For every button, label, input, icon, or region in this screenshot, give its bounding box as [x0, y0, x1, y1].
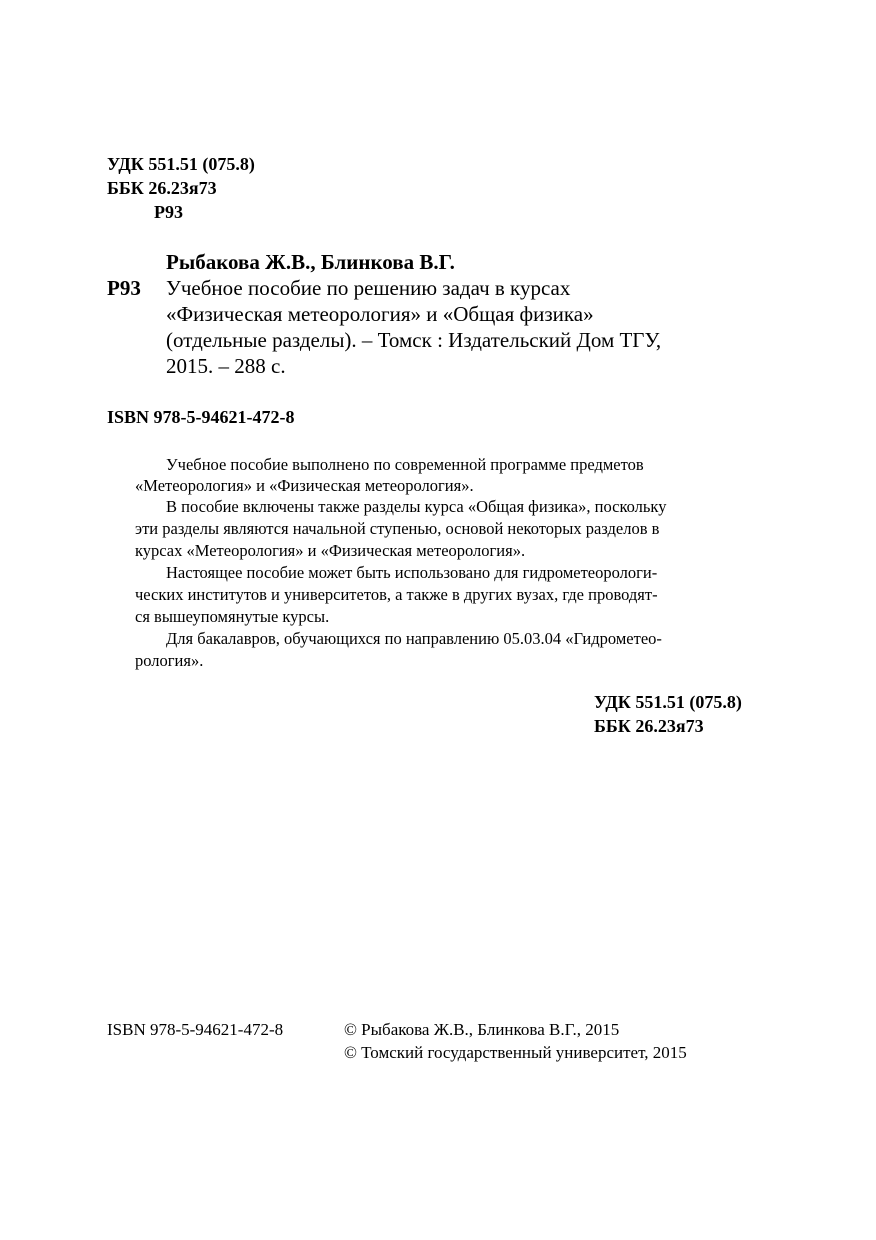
- annotation-line: Настоящее пособие может быть использовано для гидрометеорологи-: [166, 563, 658, 582]
- annotation-line: Учебное пособие выполнено по современной программе предметов: [166, 455, 644, 474]
- annotation-line: В пособие включены также разделы курса «Общая физика», поскольку: [166, 497, 667, 516]
- record-isbn: ISBN 978-5-94621-472-8: [107, 407, 295, 427]
- record-author-mark: Р93: [107, 276, 141, 300]
- record-title-line: 2015. – 288 с.: [166, 354, 286, 378]
- annotation-line: ся вышеупомянутые курсы.: [135, 607, 330, 626]
- record-title-line: (отдельные разделы). – Томск : Издательский Дом ТГУ,: [166, 328, 662, 352]
- record-authors: Рыбакова Ж.В., Блинкова В.Г.: [166, 250, 455, 274]
- copyright-university: © Томский государственный университет, 2015: [344, 1043, 687, 1062]
- udk-code: УДК 551.51 (075.8): [107, 154, 255, 174]
- bbk-code-right: ББК 26.23я73: [594, 716, 704, 736]
- annotation-line: «Метеорология» и «Физическая метеорология».: [135, 476, 474, 495]
- record-title-line: Учебное пособие по решению задач в курсах: [166, 276, 571, 300]
- bbk-code: ББК 26.23я73: [107, 178, 217, 198]
- annotation-line: курсах «Метеорология» и «Физическая метеорология».: [135, 541, 526, 560]
- record-title-line: «Физическая метеорология» и «Общая физика»: [166, 302, 594, 326]
- annotation-line: ческих институтов и университетов, а также в других вузах, где проводят-: [135, 585, 658, 604]
- annotation-line: эти разделы являются начальной ступенью, основой некоторых разделов в: [135, 519, 660, 538]
- annotation-line: Для бакалавров, обучающихся по направлению 05.03.04 «Гидрометео-: [166, 629, 662, 648]
- author-mark: Р93: [154, 202, 183, 222]
- footer-isbn: ISBN 978-5-94621-472-8: [107, 1020, 284, 1039]
- copyright-authors: © Рыбакова Ж.В., Блинкова В.Г., 2015: [344, 1020, 620, 1039]
- annotation-line: рология».: [135, 651, 204, 670]
- udk-code-right: УДК 551.51 (075.8): [594, 692, 742, 712]
